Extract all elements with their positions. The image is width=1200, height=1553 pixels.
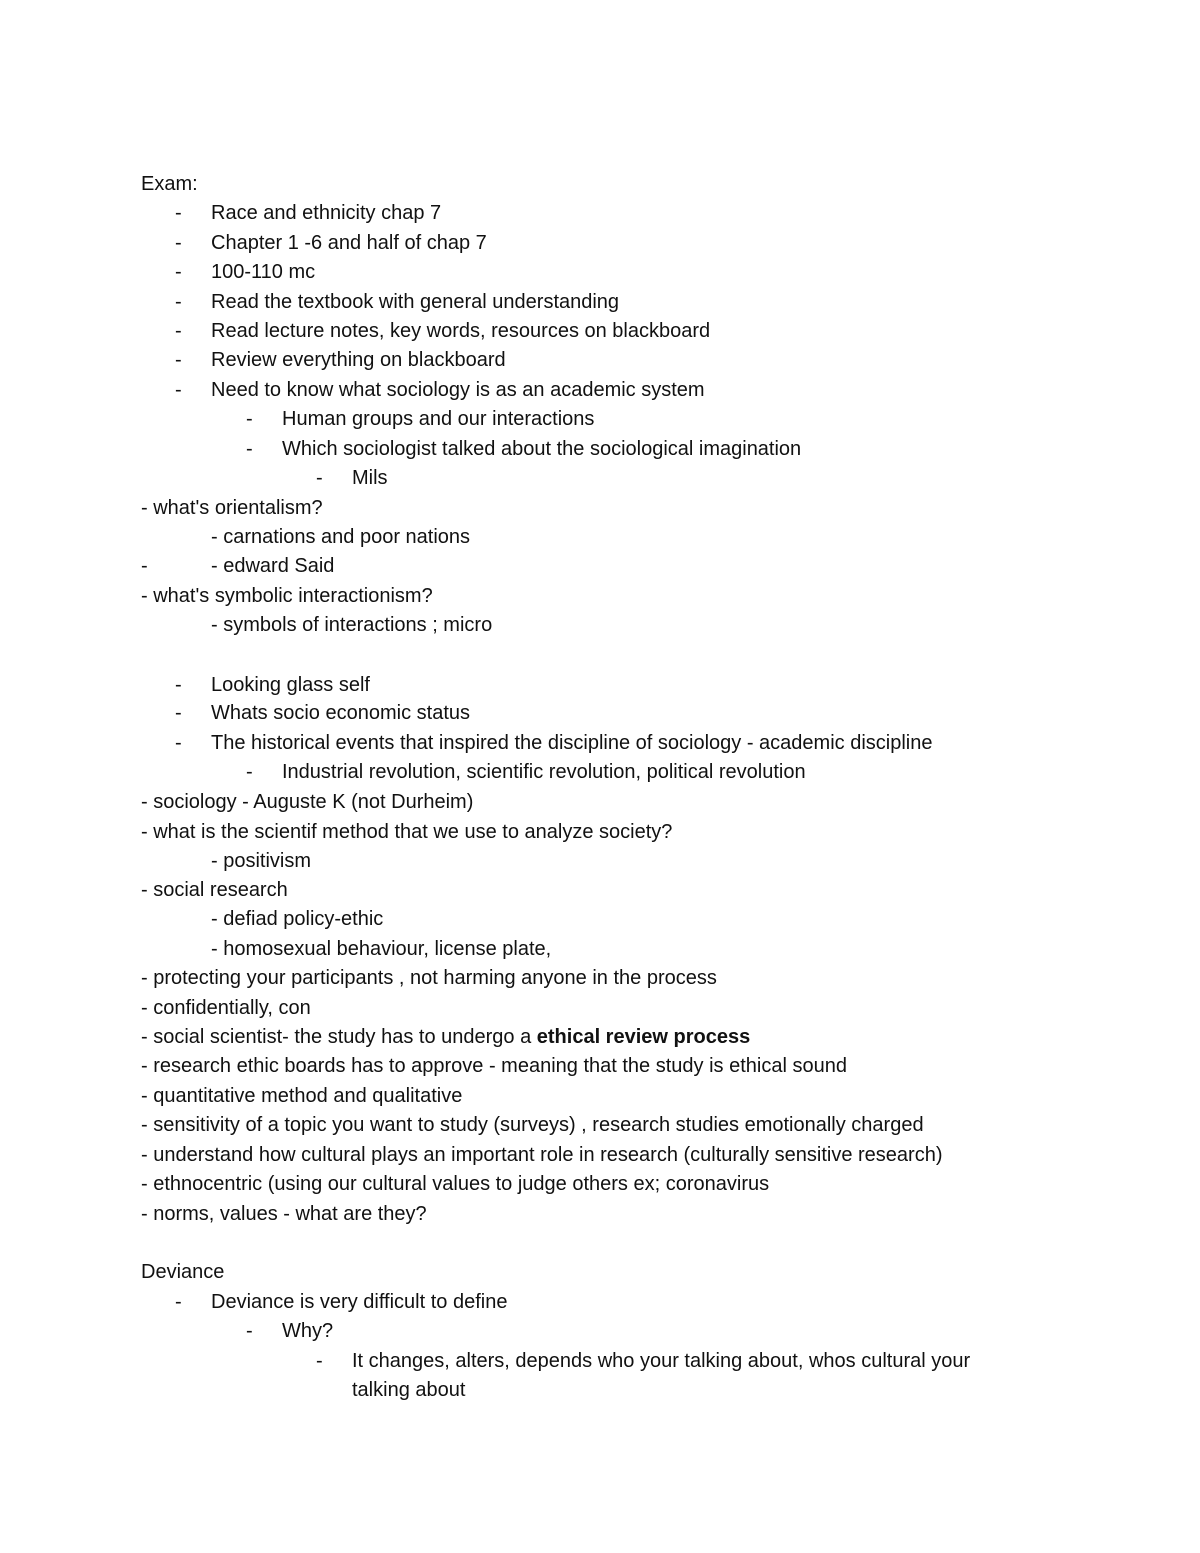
note-line: - edward Said <box>211 555 335 577</box>
note-line: - sociology - Auguste K (not Durheim) <box>141 791 474 813</box>
deviance-subsubitem-cont: talking about <box>352 1379 466 1401</box>
note-line: - defiad policy-ethic <box>211 908 384 930</box>
exam-item: Race and ethnicity chap 7 <box>211 202 442 224</box>
exam-subsubitem: Mils <box>352 467 388 489</box>
note-line: - positivism <box>211 850 312 872</box>
bullet-dash: - <box>246 438 253 460</box>
bold-term: ethical review process <box>536 1026 751 1048</box>
note-line: - social research <box>141 879 288 901</box>
bullet-dash: - <box>175 349 182 371</box>
exam-subitem: Human groups and our interactions <box>282 408 595 430</box>
exam-subitem: Which sociologist talked about the sociological imagination <box>282 438 802 460</box>
exam-item: Chapter 1 -6 and half of chap 7 <box>211 232 487 254</box>
note-line: - sensitivity of a topic you want to study (surveys) , research studies emotionally charged <box>141 1114 924 1136</box>
list-subitem: Industrial revolution, scientific revolution, political revolution <box>282 761 806 783</box>
note-line: - quantitative method and qualitative <box>141 1085 463 1107</box>
note-line: - symbols of interactions ; micro <box>211 614 493 636</box>
note-dash: - <box>141 555 148 577</box>
bullet-dash: - <box>175 320 182 342</box>
exam-heading: Exam: <box>141 173 198 195</box>
bullet-dash: - <box>316 467 323 489</box>
bullet-dash: - <box>175 202 182 224</box>
note-line: - ethnocentric (using our cultural values to judge others ex; coronavirus <box>141 1173 770 1195</box>
exam-item: Read the textbook with general understanding <box>211 291 620 313</box>
deviance-item: Deviance is very difficult to define <box>211 1291 508 1313</box>
bullet-dash: - <box>175 702 182 724</box>
bullet-dash: - <box>246 408 253 430</box>
exam-item: Need to know what sociology is as an academic system <box>211 379 705 401</box>
note-line: - homosexual behaviour, license plate, <box>211 938 552 960</box>
note-line: - what's orientalism? <box>141 497 323 519</box>
note-line: - what is the scientif method that we use to analyze society? <box>141 821 673 843</box>
list-item: Whats socio economic status <box>211 702 470 724</box>
bullet-dash: - <box>175 1291 182 1313</box>
note-line: - confidentially, con <box>141 997 311 1019</box>
note-line: - norms, values - what are they? <box>141 1203 427 1225</box>
exam-item: Read lecture notes, key words, resources on blackboard <box>211 320 711 342</box>
bullet-dash: - <box>175 232 182 254</box>
bullet-dash: - <box>246 1320 253 1342</box>
note-line-with-bold <box>141 1024 750 1050</box>
bullet-dash: - <box>175 261 182 283</box>
list-item: The historical events that inspired the discipline of sociology - academic discipline <box>211 732 933 754</box>
exam-item: Review everything on blackboard <box>211 349 506 371</box>
bullet-dash: - <box>246 761 253 783</box>
deviance-subitem: Why? <box>282 1320 334 1342</box>
bullet-dash: - <box>175 732 182 754</box>
note-line: - what's symbolic interactionism? <box>141 585 433 607</box>
deviance-heading: Deviance <box>141 1261 225 1283</box>
bullet-dash: - <box>175 674 182 696</box>
bullet-dash: - <box>175 379 182 401</box>
note-line: - understand how cultural plays an important role in research (culturally sensitive research) <box>141 1144 943 1166</box>
bullet-dash: - <box>316 1350 323 1372</box>
deviance-subsubitem: It changes, alters, depends who your talking about, whos cultural your <box>352 1350 971 1372</box>
note-text: - social scientist- the study has to undergo a <box>141 1026 537 1048</box>
note-line: - carnations and poor nations <box>211 526 471 548</box>
bullet-dash: - <box>175 291 182 313</box>
list-item: Looking glass self <box>211 674 370 696</box>
note-line: - protecting your participants , not harming anyone in the process <box>141 967 717 989</box>
exam-item: 100-110 mc <box>211 261 316 283</box>
note-line: - research ethic boards has to approve - meaning that the study is ethical sound <box>141 1055 847 1077</box>
